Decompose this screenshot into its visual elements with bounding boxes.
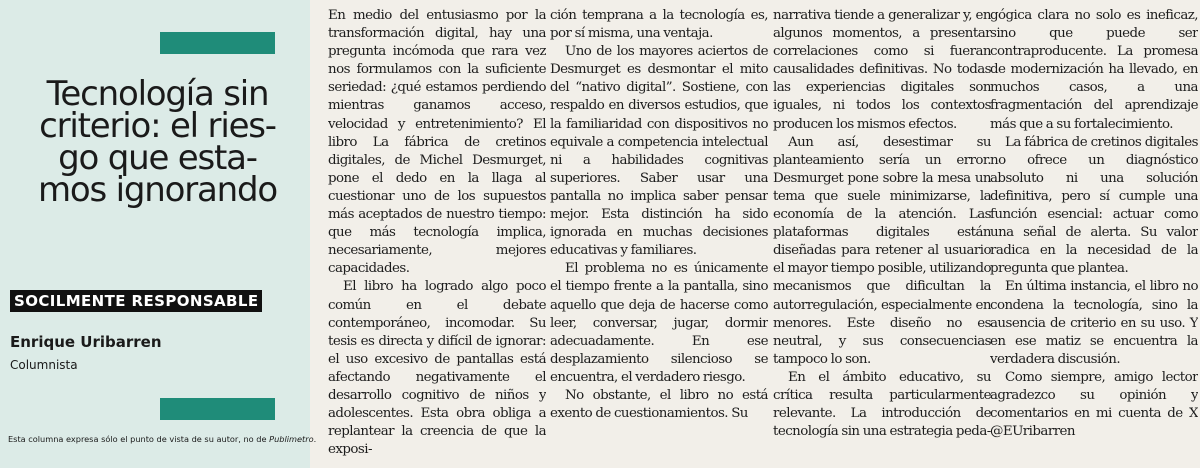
headline-line: go que esta- xyxy=(58,138,257,178)
disclaimer xyxy=(8,434,316,444)
accent-bar-bottom xyxy=(160,398,275,420)
paragraph: Aun así, desestimar su planteamiento sería un error. Desmurget pone sobre la mesa un tema que suele minimizarse, la economía de la atención. Las plataformas digitales están diseñadas para retener al usuario el mayor tiempo posible, utilizando mecanismos que dificultan la autorregulación, especialmente en menores. Este diseño no es neutral, y sus consecuencias tampoco lo son. xyxy=(773,134,991,367)
publication-name: Publimetro xyxy=(269,434,314,444)
article-column-2 xyxy=(550,7,768,462)
paragraph: En última instancia, el libro no condena la tecnología, sino la ausencia de criterio en su uso. Y en ese matiz se encuentra la verdadera discusión. xyxy=(990,279,1198,367)
author-name: Enrique Uribarren xyxy=(10,333,162,351)
disclaimer-text: Esta columna expresa sólo el punto de vista de su autor, no de xyxy=(8,434,270,444)
paragraph: narrativa tiende a generalizar y, en algunos momentos, a presentar correlaciones como si fueran causalidades definitivas. No todas las experiencias digitales son iguales, ni todos los contextos producen los mismos efectos. xyxy=(773,8,991,132)
headline-line: mos ignorando xyxy=(38,170,277,210)
accent-bar-top xyxy=(160,32,275,54)
paragraph: gógica clara no solo es ineficaz, sino que puede ser contraproducente. La promesa de modernización ha llevado, en muchos casos, a una fragmentación del aprendizaje más que a su fortalecimiento. xyxy=(990,8,1198,132)
paragraph: El problema no es únicamente el tiempo frente a la pantalla, sino aquello que deja de hacerse como leer, conversar, jugar, dormir adecuadamente. En ese desplazamiento silencioso se encuentra, el verdadero riesgo. xyxy=(550,261,768,385)
paragraph: Como siempre, amigo lector agradezco su opinión y comentarios en mi cuenta de X @EUribarren xyxy=(990,369,1198,440)
paragraph: ción temprana a la tecnología es, por sí misma, una ventaja. xyxy=(550,8,768,42)
paragraph: La fábrica de cretinos digitales no ofrece un diagnóstico absoluto ni una solución definitiva, pero sí cumple una función esencial: actuar como una señal de alerta. Su valor radica en la necesidad de la pregunta que plantea. xyxy=(990,134,1198,277)
headline-line: Tecnología sin xyxy=(46,74,269,114)
author-role: Columnista xyxy=(10,358,78,372)
headline xyxy=(20,74,295,210)
paragraph: En medio del entusiasmo por la transformación digital, hay una pregunta incómoda que rara vez nos formulamos con la suficiente seriedad: ¿qué estamos perdiendo mientras ganamos acceso, velocidad y entretenimiento? El libro La fábrica de cretinos digitales, de Michel Desmurget, pone el dedo en la llaga al cuestionar uno de los supuestos más aceptados de nuestro tiempo: que más tecnología implica, necesariamente, mejores capacidades. xyxy=(328,8,546,277)
section-label: SOCILMENTE RESPONSABLE xyxy=(10,290,262,312)
paragraph: Uno de los mayores aciertos de Desmurget es desmontar el mito del “nativo digital”. Sostiene, con respaldo en diversos estudios, que la familiaridad con dispositivos no equivale a competencia intelectual ni a habilidades cognitivas superiores. Saber usar una pantalla no implica saber pensar mejor. Esta distinción ha sido ignorada en muchas decisiones educativas y familiares. xyxy=(550,44,768,259)
column-sidebar xyxy=(0,0,317,468)
paragraph: No obstante, el libro no está exento de cuestionamientos. Su xyxy=(550,387,768,422)
paragraph: El libro ha logrado algo poco común en el debate contemporáneo, incomodar. Su tesis es directa y difícil de ignorar: el uso excesivo de pantallas está afectando negativamente el desarrollo cognitivo de niños y adolescentes. Esta obra obliga a replantear la creencia de que la exposi- xyxy=(328,279,546,458)
article-column-1 xyxy=(328,7,546,462)
paragraph: En el ámbito educativo, su crítica resulta particularmente relevante. La introducción de tecnología sin una estrategia peda- xyxy=(773,369,991,440)
article-column-4 xyxy=(990,7,1198,462)
headline-line: criterio: el ries- xyxy=(39,106,276,146)
article-column-3 xyxy=(773,7,991,462)
disclaimer-end: . xyxy=(313,434,317,444)
